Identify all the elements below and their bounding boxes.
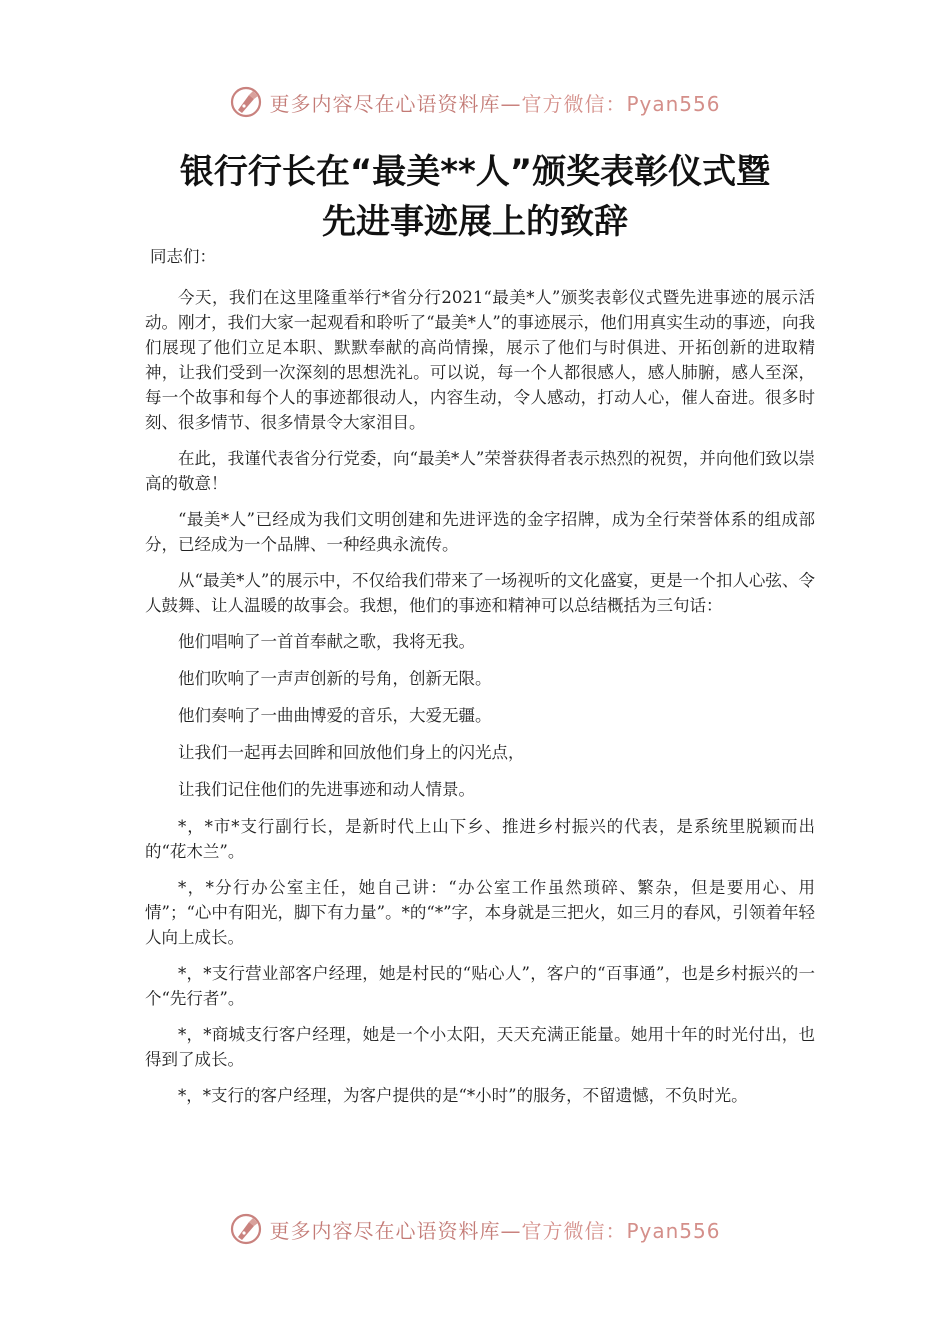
body-paragraph: “最美*人”已经成为我们文明创建和先进评选的金字招牌，成为全行荣誉体系的组成部分，已经成为一个品牌、一种经典永流传。 (145, 510, 815, 554)
verse-line: 他们吹响了一声声创新的号角，创新无限。 (178, 669, 492, 688)
profile-paragraph: *，*支行的客户经理，为客户提供的是“*小时”的服务，不留遗憾，不负时光。 (178, 1086, 748, 1105)
profile-paragraph: *，*支行营业部客户经理，她是村民的“贴心人”，客户的“百事通”，也是乡村振兴的一个“先行者”。 (145, 964, 815, 1008)
body-paragraph: 今天，我们在这里隆重举行*省分行2021“最美*人”颁奖表彰仪式暨先进事迹的展示活动。刚才，我们大家一起观看和聆听了“最美*人”的事迹展示，他们用真实生动的事迹，向我们展现了他们立足本职、默默奉献的高尚情操，展示了他们与时俱进、开拓创新的进取精神，让我们受到一次深刻的思想洗礼。可以说，每一个人都很感人，感人肺腑，感人至深，每一个故事和每个人的事迹都很动人，内容生动，令人感动，打动人心，催人奋进。很多时刻、很多情节、很多情景令大家泪目。 (145, 288, 815, 432)
pen-nib-logo-icon (229, 85, 263, 119)
verse-line: 让我们记住他们的先进事迹和动人情景。 (178, 780, 475, 799)
body-paragraph: 在此，我谨代表省分行党委，向“最美*人”荣誉获得者表示热烈的祝贺，并向他们致以崇高的敬意！ (145, 449, 815, 493)
body-paragraph: 从“最美*人”的展示中，不仅给我们带来了一场视听的文化盛宴，更是一个扣人心弦、令人鼓舞、让人温暖的故事会。我想，他们的事迹和精神可以总结概括为三句话： (145, 571, 815, 615)
watermark-wechat-text: 官方微信：Pyan556 (521, 1218, 721, 1243)
document-body (145, 244, 815, 1119)
document-title-line-2: 先进事迹展上的致辞 (322, 202, 628, 242)
verse-line: 他们唱响了一首首奉献之歌，我将无我。 (178, 632, 475, 651)
watermark-main-text: 更多内容尽在心语资料库 (269, 1218, 501, 1243)
watermark-text (269, 88, 720, 117)
watermark-main-text: 更多内容尽在心语资料库 (269, 91, 501, 116)
watermark-dash: — (500, 1218, 522, 1243)
watermark-text (269, 1215, 720, 1244)
profile-paragraph: *，*商城支行客户经理，她是一个小太阳，天天充满正能量。她用十年的时光付出，也得到了成长。 (145, 1025, 815, 1069)
profile-paragraph: *，*市*支行副行长，是新时代上山下乡、推进乡村振兴的代表，是系统里脱颖而出的“花木兰”。 (145, 817, 815, 861)
pen-nib-logo-icon (229, 1212, 263, 1246)
footer-watermark-banner (0, 1209, 950, 1249)
header-watermark-banner (0, 82, 950, 122)
salutation: 同志们： (150, 247, 216, 266)
verse-line: 让我们一起再去回眸和回放他们身上的闪光点， (178, 743, 525, 762)
verse-line: 他们奏响了一曲曲博爱的音乐，大爱无疆。 (178, 706, 492, 725)
profile-paragraph: *，*分行办公室主任，她自己讲：“办公室工作虽然琐碎、繁杂，但是要用心、用情”；“心中有阳光，脚下有力量”。*的“*”字，本身就是三把火，如三月的春风，引领着年轻人向上成长。 (145, 878, 815, 947)
document-title-line-1: 银行行长在“最美**人”颁奖表彰仪式暨 (179, 152, 771, 192)
watermark-dash: — (500, 91, 522, 116)
watermark-wechat-text: 官方微信：Pyan556 (521, 91, 721, 116)
